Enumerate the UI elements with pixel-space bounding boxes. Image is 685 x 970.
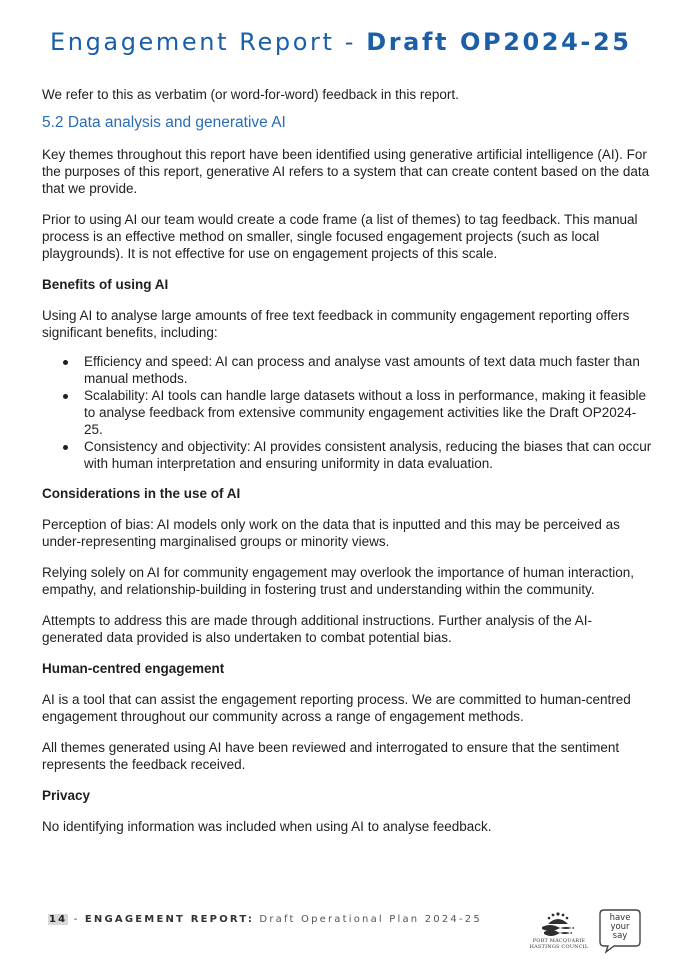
benefits-heading: Benefits of using AI [42, 277, 169, 292]
footer-doc-name: Draft Operational Plan 2024-25 [254, 914, 482, 925]
bullet-icon [63, 394, 68, 399]
list-item [42, 353, 652, 387]
paragraph-tool: AI is a tool that can assist the engagement reporting process. We are committed to human-centred engagement throughout our community across a range of engagement methods. [42, 692, 631, 724]
page-footer [48, 914, 482, 925]
list-item-text: Consistency and objectivity: AI provides consistent analysis, reducing the biases that can occur with human interpretation and ensuring uniformity in data evaluation. [84, 439, 652, 471]
list-item [42, 387, 652, 438]
bullet-icon [63, 445, 68, 450]
paragraph-attempts: Attempts to address this are made through additional instructions. Further analysis of the AI-generated data provided is also undertaken to combat potential bias. [42, 613, 593, 645]
benefits-list [42, 353, 652, 472]
benefits-intro: Using AI to analyse large amounts of free text feedback in community engagement reporting offers significant benefits, including: [42, 308, 630, 340]
paragraph-privacy: No identifying information was included when using AI to analyse feedback. [42, 819, 492, 834]
footer-label: ENGAGEMENT REPORT: [84, 914, 255, 925]
hys-line2: your say [610, 922, 630, 941]
intro-paragraph: We refer to this as verbatim (or word-for-word) feedback in this report. [42, 87, 459, 102]
council-name-line2: HASTINGS COUNCIL [529, 944, 589, 950]
have-your-say-logo [598, 908, 642, 954]
paragraph-code-frame: Prior to using AI our team would create a code frame (a list of themes) to tag feedback. This manual process is an effective method on smaller, single focused engagement projects (such as local playgrounds). It is not effective for use on engagement projects of this scale. [42, 212, 638, 261]
list-item [42, 438, 652, 472]
page-title-draft: Draft OP2024-25 [366, 28, 632, 56]
human-centred-heading: Human-centred engagement [42, 661, 225, 676]
document-body [42, 86, 652, 849]
paragraph-bias: Perception of bias: AI models only work on the data that is inputted and this may be perceived as under-representing marginalised groups or minority views. [42, 517, 620, 549]
considerations-heading: Considerations in the use of AI [42, 486, 241, 501]
page-title [50, 28, 632, 56]
paragraph-themes-reviewed: All themes generated using AI have been reviewed and interrogated to ensure that the sentiment represents the feedback received. [42, 740, 620, 772]
list-item-text: Scalability: AI tools can handle large datasets without a loss in performance, making it feasible to analyse feedback from extensive community engagement activities like the Draft OP2024-25. [84, 388, 647, 437]
privacy-heading: Privacy [42, 788, 91, 803]
page-number: 14 [49, 914, 68, 925]
council-name-line1: PORT MACQUARIE [532, 938, 586, 944]
council-logo [528, 910, 590, 958]
paragraph-relying: Relying solely on AI for community engagement may overlook the importance of human interaction, empathy, and relationship-building in fostering trust and understanding within the community. [42, 565, 635, 597]
council-emblem-icon [538, 910, 578, 936]
paragraph-key-themes: Key themes throughout this report have been identified using generative artificial intelligence (AI). For the purposes of this report, generative AI refers to a system that can create content based on the data that we provide. [42, 147, 650, 196]
section-heading: 5.2 Data analysis and generative AI [42, 114, 286, 131]
footer-separator: - [68, 914, 85, 925]
bullet-icon [63, 360, 68, 365]
page-title-prefix: Engagement Report - [50, 28, 367, 56]
list-item-text: Efficiency and speed: AI can process and analyse vast amounts of text data much faster than manual methods. [84, 354, 640, 386]
hys-line1: have [609, 913, 631, 923]
